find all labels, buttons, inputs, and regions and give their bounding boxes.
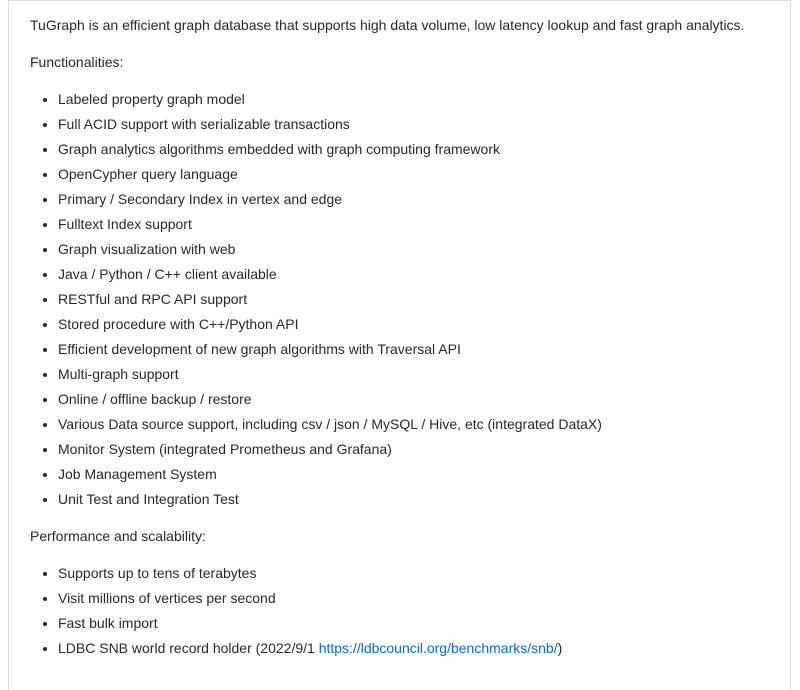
performance-list (30, 563, 760, 659)
ldbc-item-text-after: ) (557, 640, 563, 656)
list-item (58, 638, 760, 659)
list-item: • Efficient development of new graph algorithms with Traversal API (58, 339, 760, 360)
list-item: • Multi-graph support (58, 364, 760, 385)
list-item: • Various Data source support, including csv / json / MySQL / Hive, etc (integrated DataX) (58, 414, 760, 435)
list-item: • Labeled property graph model (58, 89, 760, 110)
list-item: • Full ACID support with serializable transactions (58, 114, 760, 135)
list-item: • Online / offline backup / restore (58, 389, 760, 410)
readme-content (9, 1, 790, 659)
list-item: • Graph visualization with web (58, 239, 760, 260)
list-item: • Supports up to tens of terabytes (58, 563, 760, 584)
list-item: • OpenCypher query language (58, 164, 760, 185)
list-item: • Job Management System (58, 464, 760, 485)
list-item: • Visit millions of vertices per second (58, 588, 760, 609)
list-item: • Graph analytics algorithms embedded with graph computing framework (58, 139, 760, 160)
section-heading-functionalities: Functionalities: (30, 54, 124, 70)
intro-paragraph: TuGraph is an efficient graph database that supports high data volume, low latency lookup and fast graph analytics. (30, 17, 745, 33)
list-item: • Monitor System (integrated Prometheus and Grafana) (58, 439, 760, 460)
ldbc-item-text-before: LDBC SNB world record holder (2022/9/1 (58, 640, 319, 656)
ldbc-benchmark-link[interactable]: https://ldbcouncil.org/benchmarks/snb/ (318, 640, 558, 656)
section-heading-performance: Performance and scalability: (30, 528, 206, 544)
list-item: • Fast bulk import (58, 613, 760, 634)
list-item: • Primary / Secondary Index in vertex and edge (58, 189, 760, 210)
list-item: • Unit Test and Integration Test (58, 489, 760, 510)
list-item: • Java / Python / C++ client available (58, 264, 760, 285)
functionalities-list (30, 89, 760, 510)
list-item: • Fulltext Index support (58, 214, 760, 235)
list-item: • RESTful and RPC API support (58, 289, 760, 310)
list-item: • Stored procedure with C++/Python API (58, 314, 760, 335)
readme-container (8, 0, 791, 690)
